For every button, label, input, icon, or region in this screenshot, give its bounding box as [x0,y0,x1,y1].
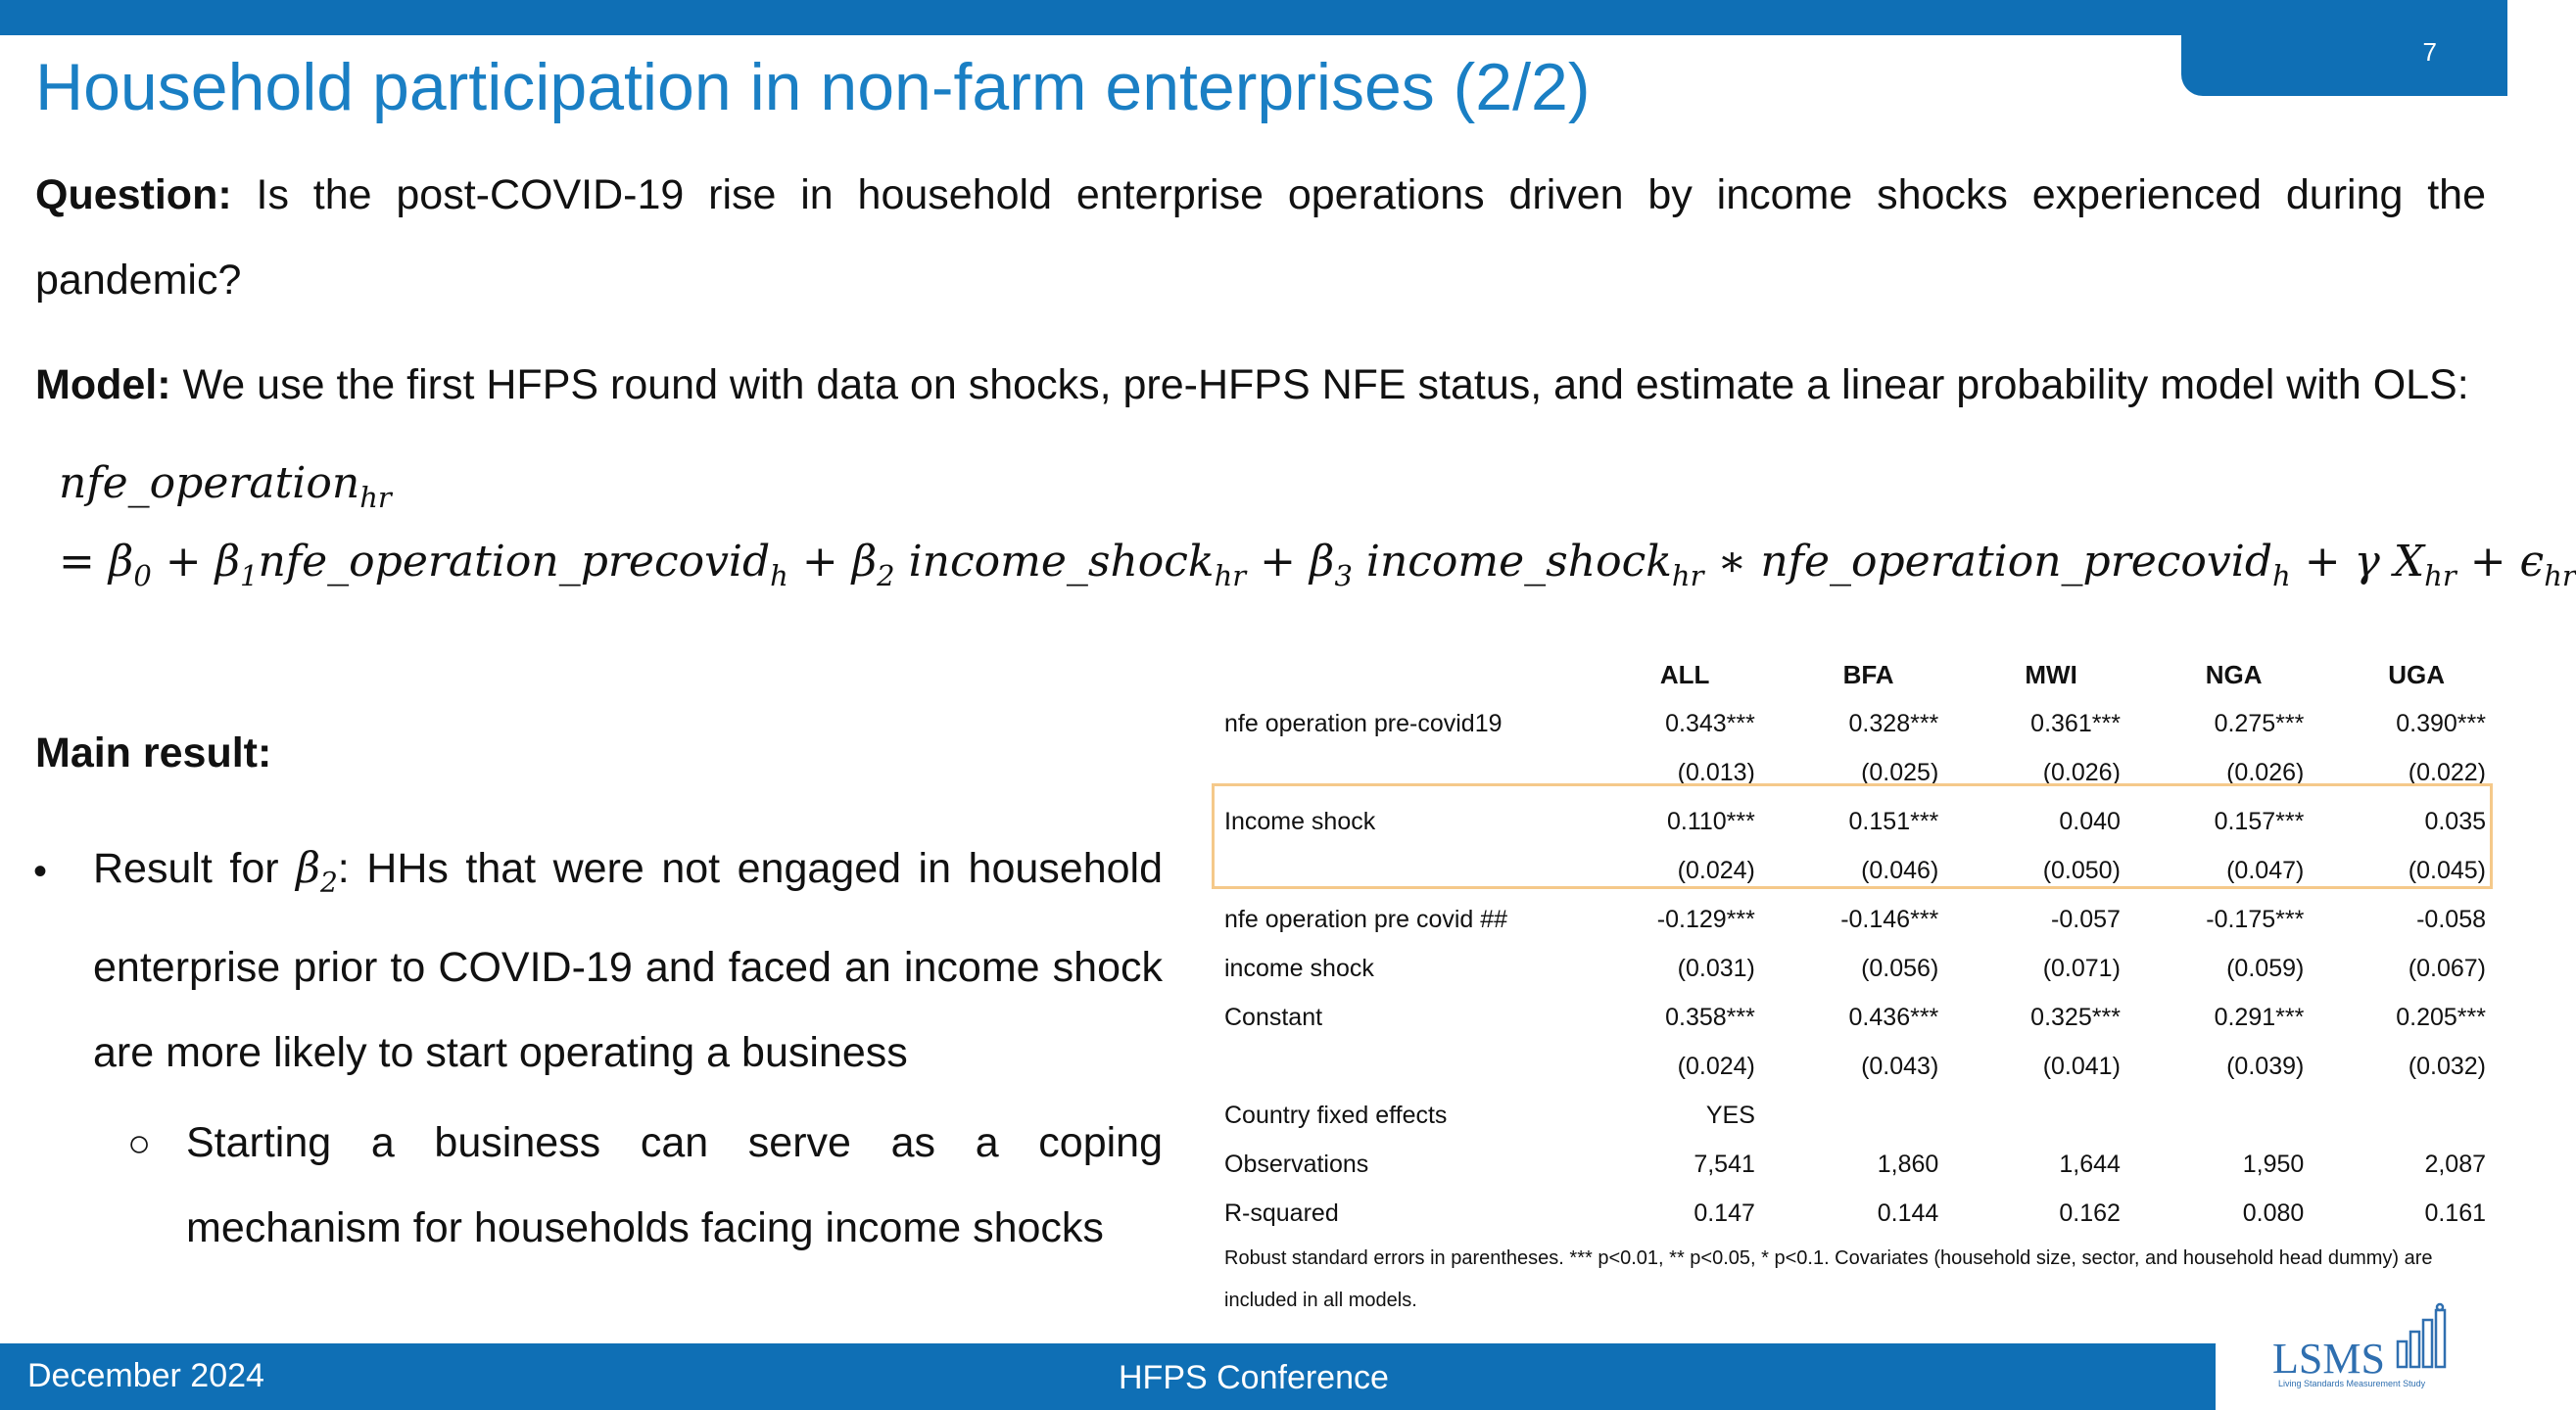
table-row [1215,1042,2507,1091]
footer-date: December 2024 [27,1357,264,1394]
table-cell: (0.067) [2408,954,2486,982]
table-cell [1777,1091,1960,1140]
page-number-tab [2181,0,2507,96]
model-label: Model: [35,361,171,408]
table-cell: 0.157*** [2214,807,2305,835]
table-cell: (0.059) [2226,954,2305,982]
table-cell: 0.144 [1877,1198,1939,1227]
table-cell: (0.025) [1861,758,1939,786]
table-cell: (0.039) [2226,1052,2305,1080]
table-note: Robust standard errors in parentheses. *** p<0.01, ** p<0.05, * p<0.1. Covariates (household size, sector, and household head dummy) are included in all models. [1224,1247,2433,1311]
table-cell: (0.026) [2042,758,2121,786]
table-cell: 0.358*** [1665,1003,1755,1031]
table-cell: 0.361*** [2030,709,2121,737]
table-row [1215,993,2507,1042]
table-cell: 0.325*** [2030,1003,2121,1031]
table-cell [1960,1091,2142,1140]
table-cell: (0.045) [2408,856,2486,884]
table-cell: 0.080 [2242,1198,2305,1227]
sub-bullet: Starting a business can serve as a coping mechanism for households facing income shocks [186,1119,1163,1251]
table-cell: 0.147 [1693,1198,1755,1227]
equation-rhs: = $\beta_0$ + $\beta_1nfe\_operation\_precovid_h + \beta_2$ income_shock$_{hr}$ + $\beta_3$ income_shock$_{hr}$ ∗ nfe_operation_precovid$_h$ + γ $X_{hr} + \epsilon_{hr}$ [59,537,2576,592]
table-row [1215,1091,2507,1140]
table-cell: (0.043) [1861,1052,1939,1080]
result-bullet [93,826,1163,1096]
footer-conference: HFPS Conference [1119,1359,1389,1396]
row-label: Constant [1224,1003,1323,1031]
table-cell: 0.328*** [1848,709,1939,737]
table-cell: 0.151*** [1848,807,1939,835]
question-label: Question: [35,171,232,218]
table-cell: (0.050) [2042,856,2121,884]
main-result-label: Main result: [35,729,272,776]
slide-title: Household participation in non-farm enterprises (2/2) [35,50,1591,124]
table-cell: -0.057 [2051,905,2121,933]
table-cell: (0.046) [1861,856,1939,884]
table-cell: 0.162 [2059,1198,2121,1227]
table-cell: 1,860 [1877,1150,1939,1178]
table-cell: 0.161 [2424,1198,2486,1227]
table-row [1215,895,2507,944]
table-body [1215,699,2507,1238]
beta2-symbol: $\beta_2$ [296,844,338,899]
table-cell: 0.110*** [1666,807,1755,835]
table-cell: (0.056) [1861,954,1939,982]
table-cell: (0.026) [2226,758,2305,786]
equation-lhs: nfe_operation$_{hr}$ [59,458,392,514]
result-bullet-text: : HHs that were not engaged in household enterprise prior to COVID-19 and faced an income shock are more likely to start operating a business [93,845,1163,1076]
column-header: BFA [1842,659,1894,689]
table-cell: (0.022) [2408,758,2486,786]
page-number: 7 [2422,37,2437,67]
question-text: Is the post-COVID-19 rise in household enterprise operations driven by income shocks experienced during the pandemic? [35,171,2486,304]
table-cell: 0.040 [2059,807,2121,835]
table-cell: (0.024) [1677,1052,1755,1080]
table-cell: (0.047) [2226,856,2305,884]
table-cell: -0.058 [2416,905,2486,933]
model-text: We use the first HFPS round with data on shocks, pre-HFPS NFE status, and estimate a linear probability model with OLS: [182,361,2469,408]
table-cell: YES [1705,1101,1755,1129]
table-cell: 0.436*** [1848,1003,1939,1031]
table-cell: (0.041) [2042,1052,2121,1080]
table-cell: -0.129*** [1656,905,1755,933]
table-cell: -0.146*** [1840,905,1939,933]
column-header: MWI [2025,659,2077,689]
table-cell: (0.071) [2042,954,2121,982]
row-label: Observations [1224,1150,1369,1178]
result-bullet-prefix: Result for [93,845,297,892]
column-header: NGA [2205,659,2263,689]
table-cell: 1,950 [2242,1150,2305,1178]
table-cell: 7,541 [1693,1150,1755,1178]
table-row [1215,944,2507,993]
row-label: Country fixed effects [1224,1101,1448,1129]
table-cell: (0.031) [1677,954,1755,982]
row-label: nfe operation pre covid ## [1224,905,1508,933]
table-cell: 1,644 [2059,1150,2121,1178]
row-label: nfe operation pre-covid19 [1224,709,1503,737]
row-label: R-squared [1224,1198,1339,1227]
table-row [1215,1189,2507,1238]
lsms-logo-icon [2390,1302,2458,1371]
bullet-marker: • [33,850,48,893]
table-header-row [1215,650,2507,699]
row-label: income shock [1224,954,1374,982]
table-cell: 0.343*** [1665,709,1755,737]
table-cell [2142,1091,2325,1140]
table-cell: 0.390*** [2396,709,2486,737]
table-cell [2325,1091,2507,1140]
table-cell: (0.032) [2408,1052,2486,1080]
table-cell: 0.275*** [2214,709,2305,737]
table-cell: (0.013) [1677,758,1755,786]
table-row [1215,1140,2507,1189]
table-cell: 2,087 [2424,1150,2486,1178]
table-cell: 0.291*** [2214,1003,2305,1031]
row-label [1215,1042,1593,1091]
table-cell: -0.175*** [2206,905,2305,933]
sub-bullet-marker: ○ [127,1122,152,1165]
table-row [1215,699,2507,748]
question-paragraph [35,153,2486,323]
table-cell: 0.205*** [2396,1003,2486,1031]
top-bar [0,0,2507,35]
column-header: UGA [2388,659,2446,689]
column-header: ALL [1659,659,1710,689]
table-cell: 0.035 [2424,807,2486,835]
lsms-logo: LSMS [2272,1335,2385,1383]
header-label-cell [1215,650,1593,699]
income-shock-highlight-box [1212,783,2493,889]
regression-table [1215,650,2507,1238]
logo-subtitle: Living Standards Measurement Study [2278,1379,2426,1388]
model-paragraph [35,343,2486,428]
table-cell: (0.024) [1677,856,1755,884]
row-label: Income shock [1224,807,1376,835]
